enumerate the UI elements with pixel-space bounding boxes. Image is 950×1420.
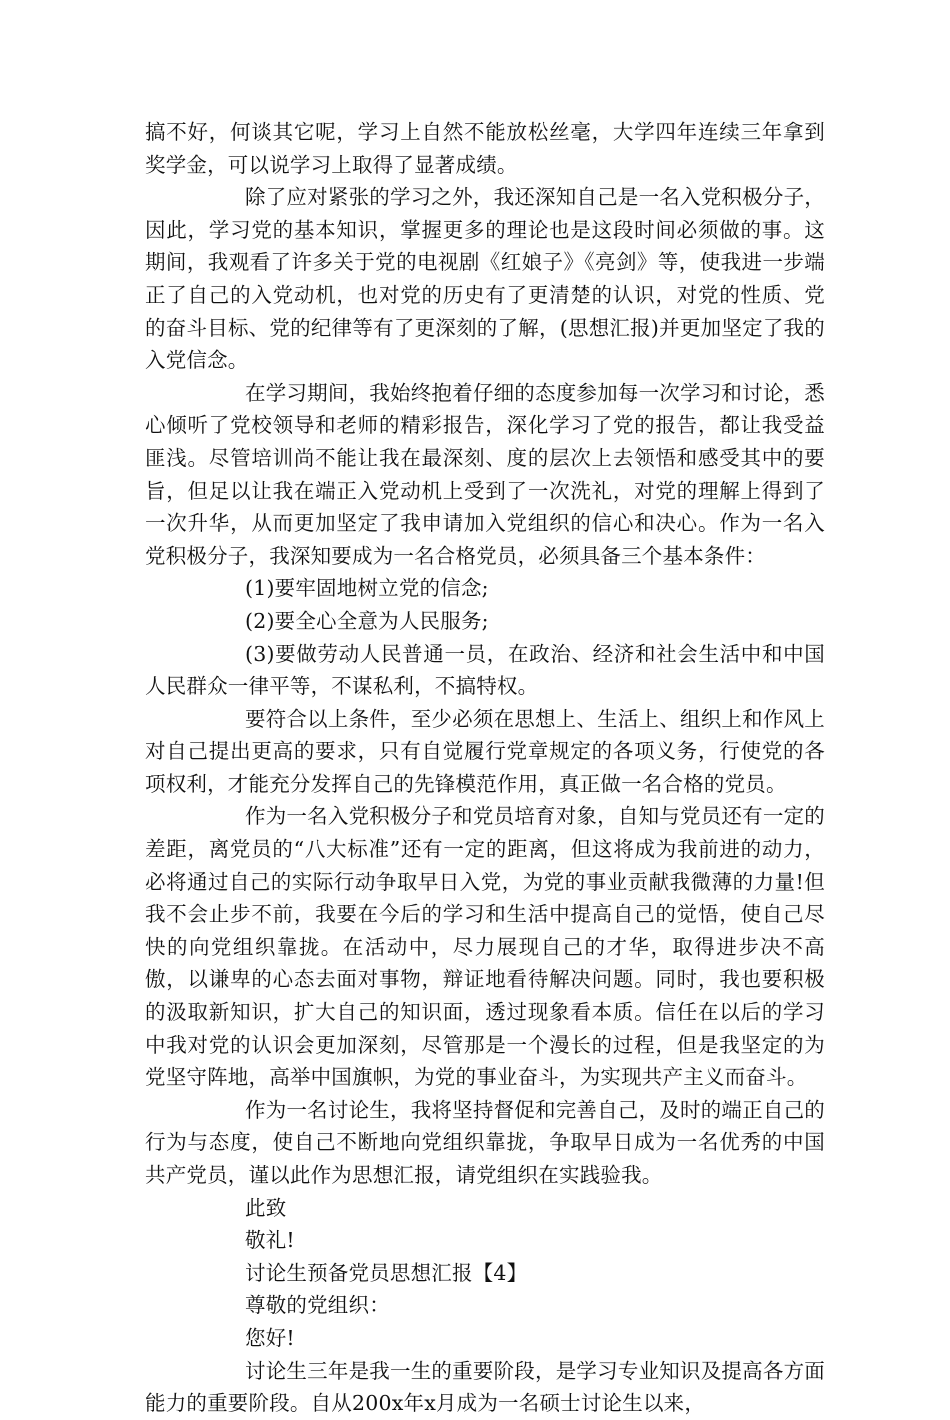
paragraph-party-study: 除了应对紧张的学习之外，我还深知自己是一名入党积极分子，因此，学习党的基本知识，掌握更多的理论也是这段时间必须做的事。这期间，我观看了许多关于党的电视剧《红娘子》《亮剑》等，使我进一步端正了自己的入党动机，也对党的历史有了更清楚的认识，对党的性质、党的奋斗目标、党的纪律等有了更深刻的了解，(思想汇报)并更加坚定了我的入党信念。 [145, 185, 825, 373]
paragraph-requirements: 要符合以上条件，至少必须在思想上、生活上、组织上和作风上对自己提出更高的要求，只有自觉履行党章规定的各项义务，行使党的各项权利，才能充分发挥自己的先锋模范作用，真正做一名合格的党员。 [145, 706, 825, 796]
paragraph-graduate-intro: 讨论生三年是我一生的重要阶段，是学习专业知识及提高各方面能力的重要阶段。自从200x年x月成为一名硕士讨论生以来， [145, 1358, 825, 1416]
condition-item-1: (1)要牢固地树立党的信念; [245, 576, 489, 601]
closing-line-2: 敬礼! [245, 1228, 295, 1253]
salutation: 尊敬的党组织： [245, 1293, 390, 1318]
section-heading: 讨论生预备党员思想汇报【4】 [245, 1260, 528, 1285]
paragraph-training: 在学习期间，我始终抱着仔细的态度参加每一次学习和讨论，悉心倾听了党校领导和老师的精彩报告，深化学习了党的报告，都让我受益匪浅。尽管培训尚不能让我在最深刻、度的层次上去领悟和感受其中的要旨，但足以让我在端正入党动机上受到了一次洗礼，对党的理解上得到了一次升华，从而更加坚定了我申请加入党组织的信心和决心。作为一名入党积极分子，我深知要成为一名合格党员，必须具备三个基本条件： [145, 380, 825, 568]
paragraph-continuation: 搞不好，何谈其它呢，学习上自然不能放松丝毫，大学四年连续三年拿到奖学金，可以说学习上取得了显著成绩。 [145, 120, 825, 177]
greeting: 您好! [245, 1325, 295, 1350]
condition-item-2: (2)要全心全意为人民服务; [245, 608, 489, 633]
condition-item-3: (3)要做劳动人民普通一员，在政治、经济和社会生活中和中国人民群众一律平等，不谋私利，不搞特权。 [145, 641, 825, 699]
document-body [145, 116, 825, 1420]
closing-line-1: 此致 [245, 1195, 287, 1220]
paragraph-self-assessment: 作为一名入党积极分子和党员培育对象，自知与党员还有一定的差距，离党员的“八大标准”还有一定的距离，但这将成为我前进的动力，必将通过自己的实际行动争取早日入党，为党的事业贡献我微薄的力量!但我不会止步不前，我要在今后的学习和生活中提高自己的觉悟，使自己尽快的向党组织靠拢。在活动中，尽力展现自己的才华，取得进步决不高傲，以谦卑的心态去面对事物，辩证地看待解决问题。同时，我也要积极的汲取新知识，扩大自己的知识面，透过现象看本质。信任在以后的学习中我对党的认识会更加深刻，尽管那是一个漫长的过程，但是我坚定的为党坚守阵地，高举中国旗帜，为党的事业奋斗，为实现共产主义而奋斗。 [145, 804, 825, 1090]
paragraph-conclusion: 作为一名讨论生，我将坚持督促和完善自己，及时的端正自己的行为与态度，使自己不断地向党组织靠拢，争取早日成为一名优秀的中国共产党员，谨以此作为思想汇报，请党组织在实践验我。 [145, 1097, 825, 1187]
